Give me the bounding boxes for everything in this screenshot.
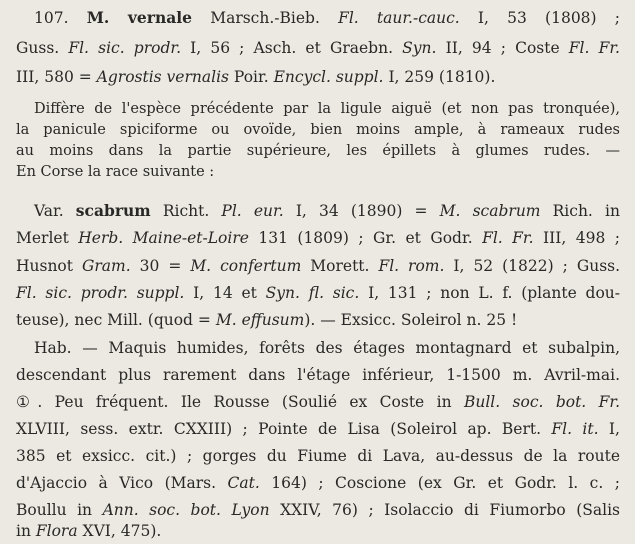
entry-line-3: [16, 67, 495, 87]
habitat-line: [16, 500, 620, 520]
reference-text: I, 53 (1808) ;: [477, 9, 620, 27]
synonym-name: M. effusum: [215, 311, 305, 329]
reference-title: Fl. taur.-cauc.: [338, 9, 460, 27]
reference-title: Herb. Maine-et-Loire: [78, 229, 249, 247]
reference-text: teuse), nec Mill. (quod =: [16, 311, 211, 329]
habitat-line: [16, 392, 620, 412]
author-text: Morett.: [310, 257, 370, 275]
reference-title: Fl. sic. prodr.: [68, 39, 181, 57]
reference-title: Fl. it.: [551, 420, 599, 438]
reference-title: Fl. rom.: [378, 257, 445, 275]
reference-title: Fl. sic. prodr. suppl.: [16, 284, 185, 302]
reference-text: I, 131 ; non L. f. (plante dou-: [368, 284, 621, 302]
habitat-line: descendant plus rarement dans l'étage inférieur, 1-1500 m. Avril-mai.: [16, 366, 620, 384]
reference-title: Ann. soc. bot. Lyon: [102, 501, 270, 519]
habitat-text: d'Ajaccio à Vico (Mars.: [16, 474, 217, 492]
habitat-text: Boullu in: [16, 501, 93, 519]
reference-title: Fl. Fr.: [482, 229, 534, 247]
variety-line-2: [16, 228, 620, 248]
reference-text: Rich. in: [552, 202, 620, 220]
variety-name: scabrum: [75, 201, 151, 220]
reference-text: I, 259 (1810).: [388, 68, 496, 86]
description-line: la panicule spiciforme ou ovoïde, bien moins ample, à rameaux rudes: [16, 122, 620, 138]
reference-title: Gram.: [81, 257, 131, 275]
reference-title: Bull. soc. bot. Fr.: [463, 393, 621, 411]
entry-line-2: [16, 38, 620, 58]
description-line: au moins dans la partie supérieure, les épillets à glumes rudes. —: [16, 143, 620, 159]
habitat-line: [16, 419, 620, 439]
habitat-text: 164) ; Coscione (ex Gr. et Godr. l. c. ;: [271, 474, 620, 492]
description-line: En Corse la race suivante :: [16, 164, 215, 180]
habitat-text: XVI, 475).: [82, 522, 162, 540]
author-text: Richt.: [162, 202, 210, 220]
reference-text: III, 498 ;: [543, 229, 620, 247]
author-text: Merlet: [16, 229, 69, 247]
reference-text: II, 94 ; Coste: [445, 39, 560, 57]
reference-text: I, 34 (1890) =: [295, 202, 428, 220]
habitat-line: Hab. — Maquis humides, forêts des étages montagnard et subalpin,: [34, 339, 620, 357]
reference-text: I, 52 (1822) ; Guss.: [453, 257, 621, 275]
variety-label: Var.: [34, 202, 64, 220]
author-text: Poir.: [233, 68, 269, 86]
variety-line-5: [16, 310, 517, 330]
habitat-line: [16, 521, 161, 541]
variety-line-3: [16, 256, 620, 276]
author-text: Guss.: [16, 39, 60, 57]
habitat-text: in: [16, 522, 31, 540]
entry-line-1: [34, 8, 620, 28]
reference-text: ). — Exsicc. Soleirol n. 25 !: [304, 311, 518, 329]
synonym-name: M. confertum: [190, 257, 302, 275]
synonym-name: Agrostis vernalis: [96, 68, 229, 86]
reference-title: Encycl. suppl.: [273, 68, 384, 86]
reference-title: Fl. Fr.: [568, 39, 620, 57]
habitat-text: I,: [608, 420, 620, 438]
author-text: Husnot: [16, 257, 73, 275]
reference-text: I, 14 et: [193, 284, 257, 302]
reference-title: Cat.: [227, 474, 260, 492]
entry-number: 107.: [34, 9, 69, 27]
reference-title: Syn. fl. sic.: [265, 284, 360, 302]
species-name: M. vernale: [86, 8, 193, 27]
reference-text: 131 (1809) ; Gr. et Godr.: [258, 229, 473, 247]
description-line: Diffère de l'espèce précédente par la ligule aiguë (et non pas tronquée),: [34, 101, 620, 117]
habitat-text: XLVIII, sess. extr. CXXIII) ; Pointe de Lisa (Soleirol ap. Bert.: [16, 420, 542, 438]
synonym-name: M. scabrum: [439, 202, 541, 220]
reference-title: Syn.: [402, 39, 437, 57]
reference-title: Pl. eur.: [221, 202, 284, 220]
reference-text: 30 =: [139, 257, 182, 275]
variety-line-1: [34, 201, 620, 221]
variety-line-4: [16, 283, 620, 303]
habitat-line: [16, 473, 620, 493]
reference-title: Flora: [35, 522, 78, 540]
author-text: Marsch.-Bieb.: [210, 9, 320, 27]
habitat-line: 385 et exsicc. cit.) ; gorges du Fiume di Lava, au-dessus de la route: [16, 447, 620, 465]
habitat-text: ①. Peu fréquent. Ile Rousse (Soulié ex Coste in: [16, 393, 452, 411]
reference-text: III, 580 =: [16, 68, 92, 86]
reference-text: I, 56 ; Asch. et Graebn.: [190, 39, 393, 57]
habitat-text: XXIV, 76) ; Isolaccio di Fiumorbo (Salis: [280, 501, 620, 519]
